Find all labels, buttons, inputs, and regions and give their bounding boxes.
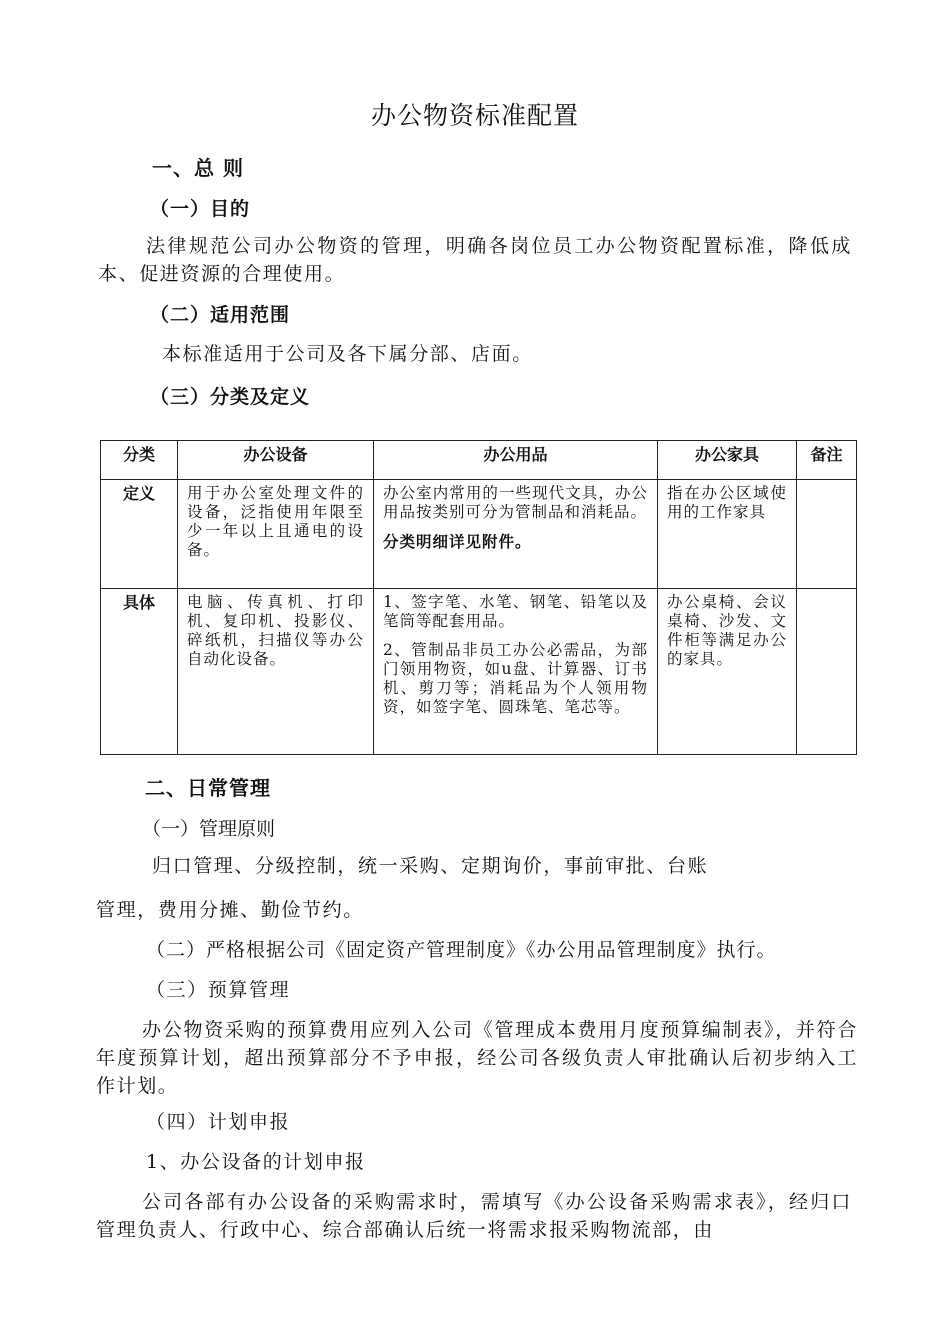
header-furniture: 办公家具	[658, 441, 797, 480]
purpose-heading: （一）目的	[150, 198, 251, 220]
plan-paragraph: 公司各部有办公设备的采购需求时，需填写《办公设备采购需求表》，经归口管理负责人、行政中心、综合部确认后统一将需求报采购物流部，由	[96, 1191, 852, 1241]
cell-supplies-specifics	[374, 589, 658, 755]
row-label-definition: 定义	[101, 480, 178, 589]
header-equipment: 办公设备	[178, 441, 374, 480]
purpose-paragraph: 法律规范公司办公物资的管理，明确各岗位员工办公物资配置标准，降低成本、促进资源的合理使用。	[98, 235, 852, 285]
cell-equipment-specifics: 电脑、传真机、打印机、复印机、投影仪、碎纸机，扫描仪等办公自动化设备。	[178, 589, 374, 755]
table-row-definition	[101, 480, 857, 589]
supplies-specifics-item-2: 2、管制品非员工办公必需品，为部门领用物资，如u盘、计算器、订书机、剪刀等；消耗品为个人领用物资，如签字笔、圆珠笔、笔芯等。	[383, 641, 648, 716]
row-label-specifics: 具体	[101, 589, 178, 755]
budget-heading: （三）预算管理	[146, 979, 291, 1001]
cell-remark-specifics	[797, 589, 857, 755]
principle-line-1: 归口管理、分级控制，统一采购、定期询价，事前审批、台账	[152, 855, 709, 877]
page-title: 办公物资标准配置	[370, 101, 579, 130]
principle-line-2: 管理，费用分摊、勤俭节约。	[96, 899, 364, 921]
scope-paragraph: 本标准适用于公司及各下属分部、店面。	[162, 343, 533, 365]
category-heading: （三）分类及定义	[150, 386, 311, 408]
principle-heading: （一）管理原则	[142, 818, 276, 840]
cell-furniture-specifics: 办公桌椅、会议桌椅、沙发、文件柜等满足办公的家具。	[658, 589, 797, 755]
supplies-definition-text: 办公室内常用的一些现代文具，办公用品按类别可分为管制品和消耗品。	[383, 484, 648, 521]
supplies-appendix-note: 分类明细详见附件。	[383, 532, 532, 551]
classification-table	[100, 440, 857, 755]
plan-subheading-equipment: 1、办公设备的计划申报	[146, 1151, 366, 1173]
cell-furniture-definition: 指在办公区域使用的工作家具	[658, 480, 797, 589]
cell-remark-definition	[797, 480, 857, 589]
plan-heading: （四）计划申报	[146, 1111, 291, 1133]
strict-execution-paragraph: （二）严格根据公司《固定资产管理制度》《办公用品管理制度》执行。	[146, 939, 777, 961]
table-row-specifics	[101, 589, 857, 755]
budget-paragraph: 办公物资采购的预算费用应列入公司《管理成本费用月度预算编制表》，并符合年度预算计划，超出预算部分不予申报，经公司各级负责人审批确认后初步纳入工作计划。	[96, 1019, 858, 1097]
scope-heading: （二）适用范围	[150, 304, 291, 326]
header-remark: 备注	[797, 441, 857, 480]
table-header-row	[101, 441, 857, 480]
header-category: 分类	[101, 441, 178, 480]
cell-supplies-definition	[374, 480, 658, 589]
section-2-heading: 二、日常管理	[145, 776, 271, 800]
section-1-heading: 一、总 则	[152, 156, 244, 180]
cell-equipment-definition: 用于办公室处理文件的设备，泛指使用年限至少一年以上且通电的设备。	[178, 480, 374, 589]
header-supplies: 办公用品	[374, 441, 658, 480]
supplies-specifics-item-1: 1、签字笔、水笔、钢笔、铅笔以及笔筒等配套用品。	[383, 593, 648, 630]
